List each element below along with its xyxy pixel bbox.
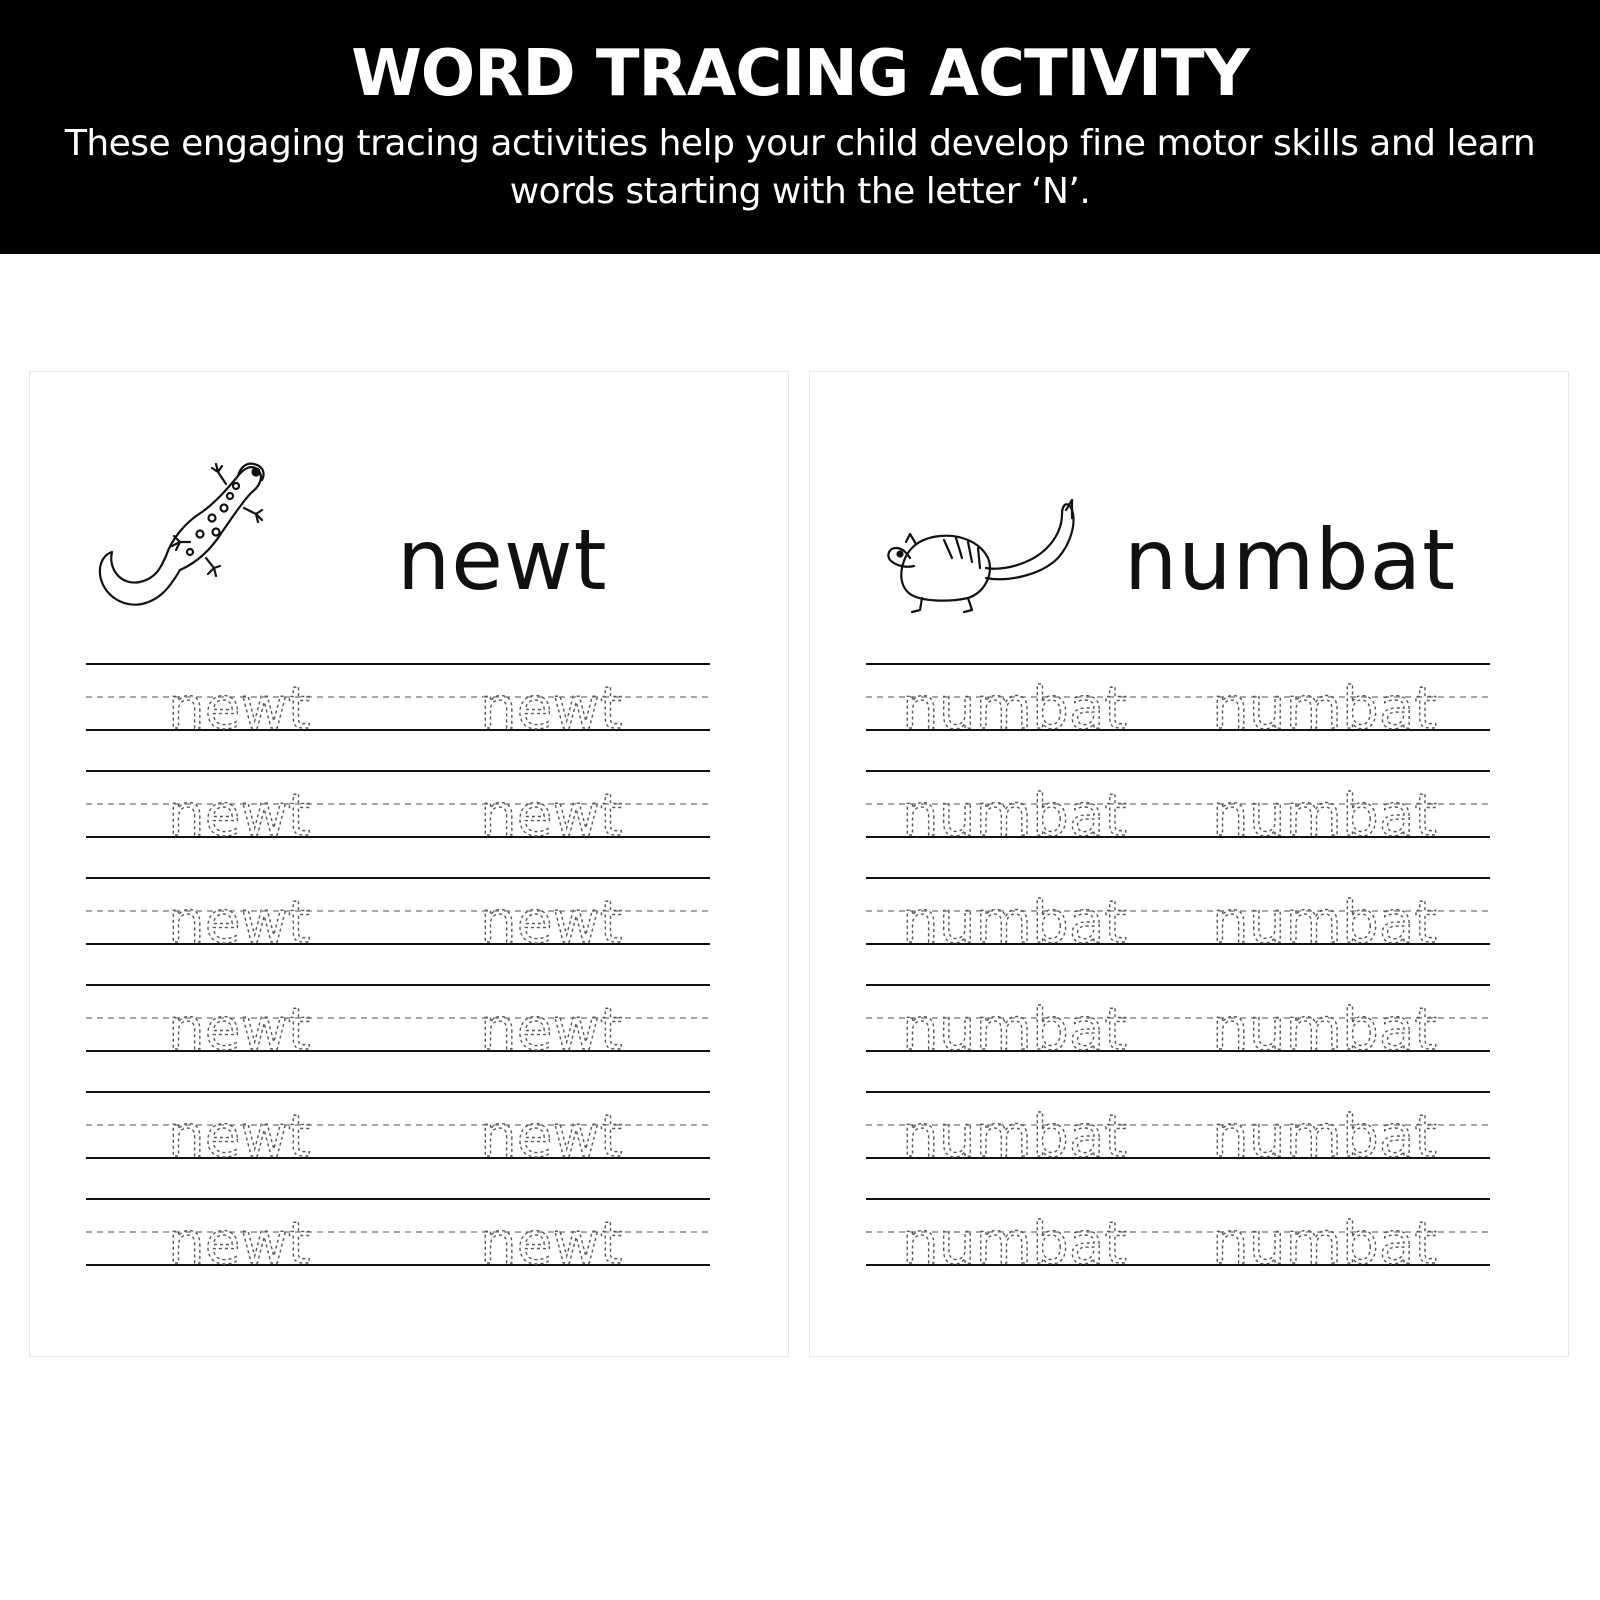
trace-word: numbat (1212, 1209, 1438, 1277)
trace-word: newt (168, 1209, 311, 1277)
tracing-row (866, 878, 1490, 956)
trace-word: numbat (1212, 888, 1438, 956)
trace-word: numbat (902, 674, 1128, 742)
tracing-row (86, 1199, 710, 1277)
tracing-row (86, 878, 710, 956)
trace-word: newt (168, 1102, 311, 1170)
trace-word: newt (168, 674, 311, 742)
tracing-row (866, 1092, 1490, 1170)
trace-word: numbat (902, 1209, 1128, 1277)
tracing-row (866, 985, 1490, 1063)
tracing-row (86, 664, 710, 742)
tracing-row (86, 985, 710, 1063)
trace-word: newt (168, 781, 311, 849)
trace-word: newt (480, 674, 623, 742)
worksheet-numbat (809, 371, 1569, 1357)
word-title: newt (397, 511, 608, 609)
trace-word: newt (168, 995, 311, 1063)
trace-word: newt (480, 781, 623, 849)
tracing-row (86, 771, 710, 849)
trace-word: numbat (902, 995, 1128, 1063)
trace-word: newt (168, 888, 311, 956)
tracing-row (866, 771, 1490, 849)
trace-word: numbat (1212, 781, 1438, 849)
trace-word: numbat (1212, 995, 1438, 1063)
tracing-lines (866, 664, 1490, 1277)
trace-word: newt (480, 1102, 623, 1170)
worksheet-newt (29, 371, 789, 1357)
page-subtitle: These engaging tracing activities help your child develop fine motor skills and learn words starting with the letter ‘N’. (64, 123, 1536, 212)
trace-word: newt (480, 995, 623, 1063)
trace-word: numbat (902, 1102, 1128, 1170)
newt-icon (100, 464, 264, 605)
trace-word: numbat (1212, 674, 1438, 742)
tracing-lines (86, 664, 710, 1277)
tracing-row (86, 1092, 710, 1170)
header-banner (0, 0, 1600, 254)
trace-word: numbat (1212, 1102, 1438, 1170)
page-title: WORD TRACING ACTIVITY (351, 37, 1249, 111)
word-title: numbat (1124, 511, 1457, 609)
tracing-row (866, 664, 1490, 742)
tracing-row (866, 1199, 1490, 1277)
trace-word: numbat (902, 781, 1128, 849)
trace-word: newt (480, 1209, 623, 1277)
trace-word: newt (480, 888, 623, 956)
trace-word: numbat (902, 888, 1128, 956)
numbat-icon (888, 500, 1073, 612)
